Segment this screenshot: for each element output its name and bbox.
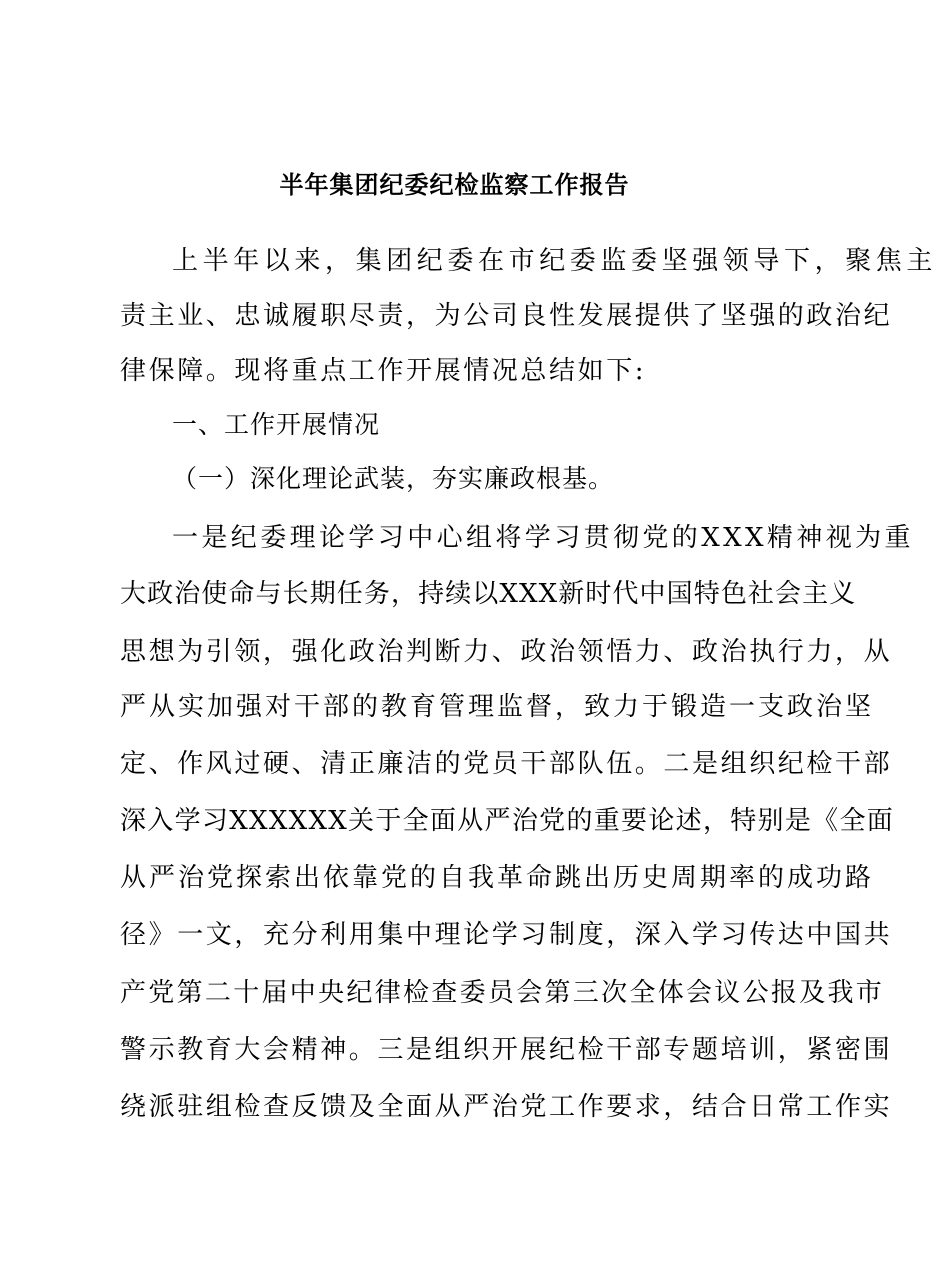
- paragraph-line: 严从实加强对干部的教育管理监督，致力于锻造一支政治坚: [120, 692, 875, 722]
- paragraph-line: 大政治使命与长期任务，持续以XXX新时代中国特色社会主义: [120, 579, 857, 609]
- subsection-heading: （一）深化理论武装，夯实廉政根基。: [172, 464, 615, 493]
- paragraph-line: 产党第二十届中央纪律检查委员会第三次全体会议公报及我市: [120, 978, 885, 1008]
- paragraph-line: 从严治党探索出依靠党的自我革命跳出历史周期率的成功路: [120, 863, 875, 893]
- paragraph-line: 绕派驻组检查反馈及全面从严治党工作要求，结合日常工作实: [120, 1092, 893, 1122]
- paragraph-line: 上半年以来，集团纪委在市纪委监委坚强领导下，聚焦主: [172, 246, 937, 276]
- paragraph-line: 深入学习XXXXXX关于全面从严治党的重要论述，特别是《全面: [120, 806, 895, 836]
- paragraph-line: 思想为引领，强化政治判断力、政治领悟力、政治执行力，从: [120, 637, 893, 667]
- paragraph-line: 警示教育大会精神。三是组织开展纪检干部专题培训，紧密围: [120, 1035, 893, 1065]
- paragraph-line: 责主业、忠诚履职尽责，为公司良性发展提供了坚强的政治纪: [120, 301, 893, 331]
- document-title: 半年集团纪委纪检监察工作报告: [279, 170, 630, 199]
- section-heading: 一、工作开展情况: [172, 410, 381, 439]
- paragraph-line: 定、作风过硬、清正廉洁的党员干部队伍。二是组织纪检干部: [120, 749, 893, 779]
- paragraph-line: 律保障。现将重点工作开展情况总结如下:: [120, 356, 647, 386]
- paragraph-line: 一是纪委理论学习中心组将学习贯彻党的XXX精神视为重: [172, 523, 914, 553]
- paragraph-line: 径》一文，充分利用集中理论学习制度，深入学习传达中国共: [120, 920, 893, 950]
